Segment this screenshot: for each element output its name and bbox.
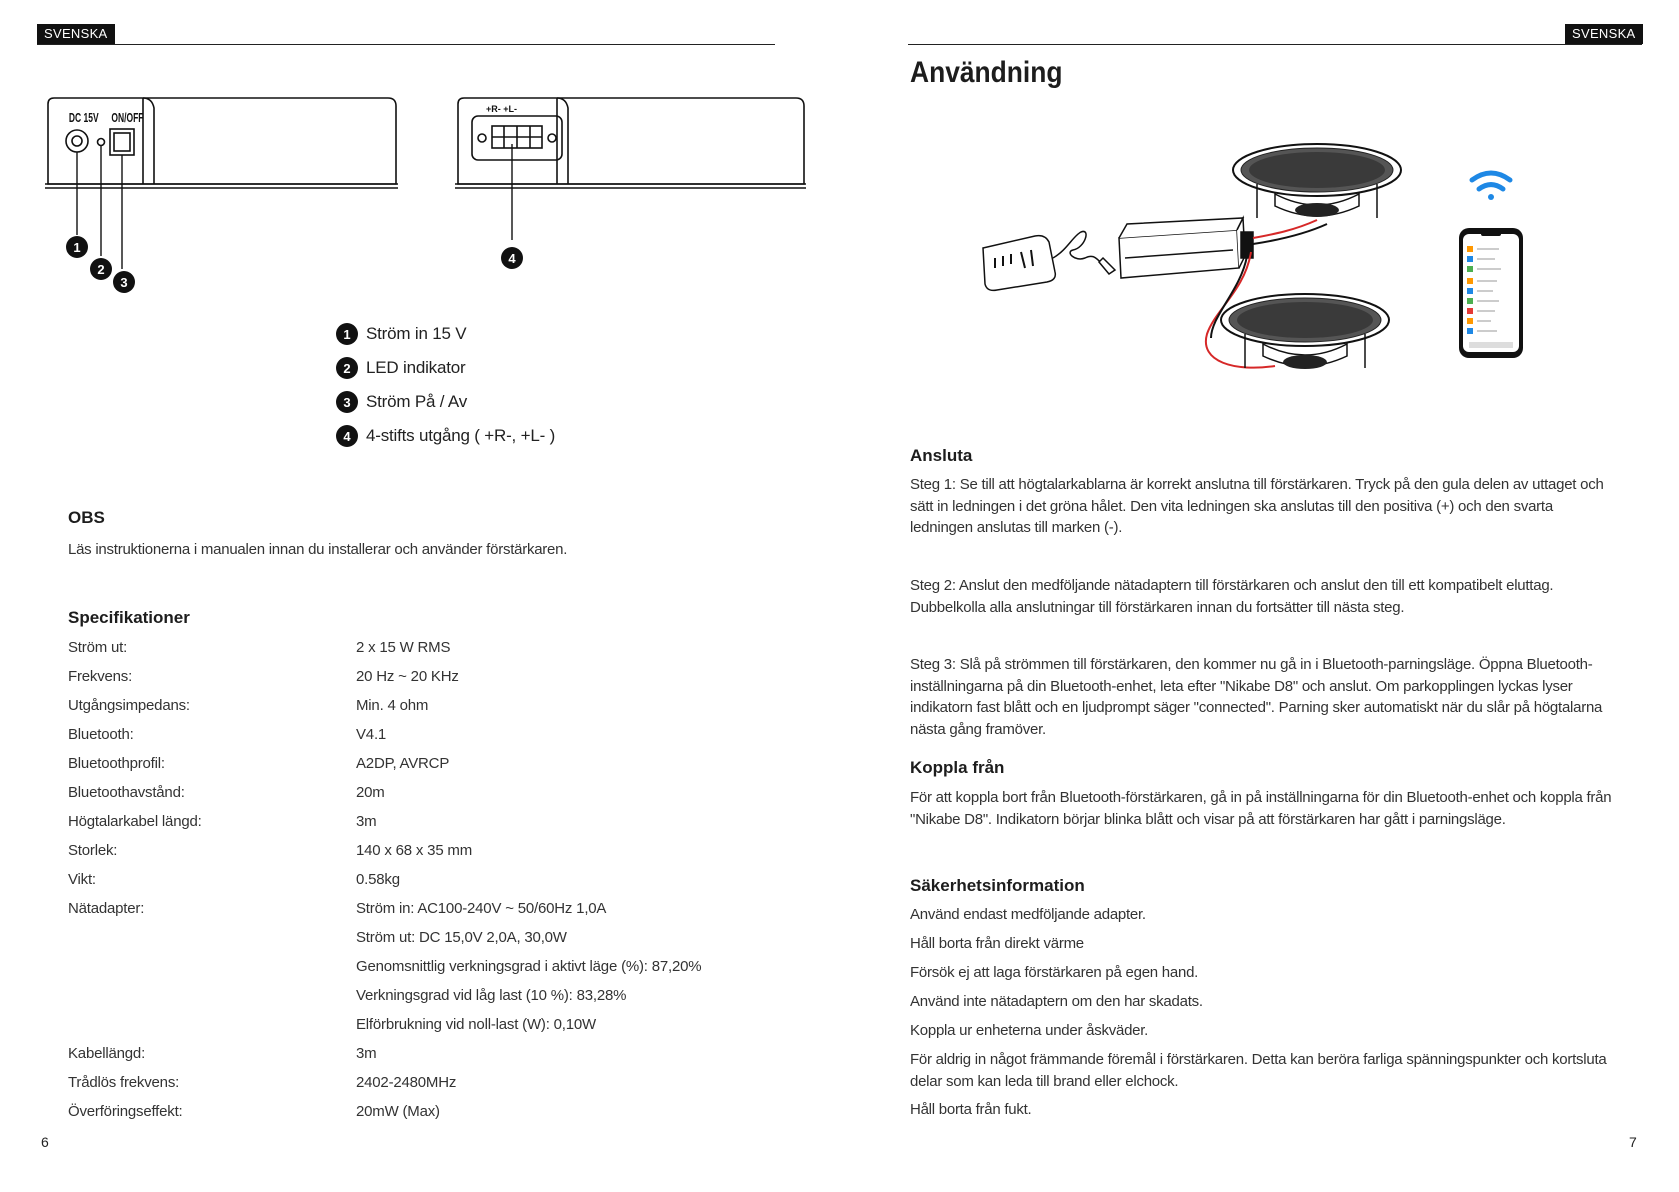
spec-label: Bluetoothprofil: bbox=[68, 755, 165, 772]
spec-value: Min. 4 ohm bbox=[356, 697, 429, 714]
obs-text: Läs instruktionerna i manualen innan du installerar och använder förstärkaren. bbox=[68, 541, 568, 558]
spec-row bbox=[68, 1039, 768, 1068]
spec-value: Ström in: AC100-240V ~ 50/60Hz 1,0A bbox=[356, 900, 607, 917]
koppla-fran-title: Koppla från bbox=[910, 758, 1005, 777]
spec-label: Bluetooth: bbox=[68, 726, 134, 743]
spec-value: 0.58kg bbox=[356, 871, 400, 888]
spec-row bbox=[68, 633, 768, 662]
spec-values bbox=[356, 836, 768, 865]
spec-label: Frekvens: bbox=[68, 668, 133, 685]
connection-diagram bbox=[975, 140, 1555, 418]
koppla-fran-text: För att koppla bort från Bluetooth-förstärkaren, gå in på inställningarna för din Bluetooth-enhet och koppla från "Nikabe D8". Indikatorn börjar blinka blått och visar på att förstärkaren har gått i parningsläge. bbox=[910, 789, 1612, 828]
spec-row bbox=[68, 807, 768, 836]
spec-value: Verkningsgrad vid låg last (10 %): 83,28% bbox=[356, 987, 627, 1004]
spec-label: Kabellängd: bbox=[68, 1045, 146, 1062]
legend-badge: 2 bbox=[336, 357, 358, 379]
spec-label: Högtalarkabel längd: bbox=[68, 813, 202, 830]
spec-row bbox=[68, 836, 768, 865]
speaker-top-illustration bbox=[1233, 144, 1401, 218]
amplifier-ports-diagram bbox=[40, 92, 820, 302]
svg-text:4: 4 bbox=[508, 251, 516, 266]
spec-label: Utgångsimpedans: bbox=[68, 697, 190, 714]
language-tab: SVENSKA bbox=[1565, 24, 1643, 44]
callout-3 bbox=[113, 271, 135, 293]
power-adapter-illustration bbox=[983, 231, 1115, 290]
safety-line: Använd endast medföljande adapter. bbox=[910, 906, 1146, 923]
legend-badge: 4 bbox=[336, 425, 358, 447]
spec-value: Elförbrukning vid noll-last (W): 0,10W bbox=[356, 1016, 596, 1033]
safety-line: För aldrig in något främmande föremål i förstärkaren. Detta kan beröra farliga spänningspunkter och kortsluta delar som kan leda till brand eller elchock. bbox=[910, 1051, 1607, 1090]
spec-values bbox=[356, 807, 768, 836]
spec-value: 20mW (Max) bbox=[356, 1103, 440, 1120]
spec-row bbox=[68, 778, 768, 807]
page-number: 7 bbox=[1629, 1134, 1637, 1150]
safety-line: Använd inte nätadaptern om den har skadats. bbox=[910, 993, 1203, 1010]
legend-badge: 3 bbox=[336, 391, 358, 413]
legend-item bbox=[336, 390, 467, 414]
callout-1 bbox=[66, 236, 88, 258]
spec-row bbox=[68, 865, 768, 894]
svg-text:2: 2 bbox=[97, 262, 105, 277]
spec-row bbox=[68, 720, 768, 749]
specs-title: Specifikationer bbox=[68, 608, 190, 627]
safety-line: Koppla ur enheterna under åskväder. bbox=[910, 1022, 1149, 1039]
spec-row bbox=[68, 662, 768, 691]
spec-value: Genomsnittlig verkningsgrad i aktivt läge (%): 87,20% bbox=[356, 958, 702, 975]
speaker-bottom-illustration bbox=[1221, 294, 1389, 369]
ansluta-step-2: Steg 2: Anslut den medföljande nätadaptern till förstärkaren och anslut den till ett kompatibelt eluttag. Dubbelkolla alla anslutningar till förstärkaren innan du fortsätter till nästa steg. bbox=[910, 577, 1554, 616]
spec-row bbox=[68, 1068, 768, 1097]
spec-values bbox=[356, 1068, 768, 1097]
spec-value: 3m bbox=[356, 1045, 377, 1062]
legend-text: Ström På / Av bbox=[366, 392, 468, 411]
spec-value: 140 x 68 x 35 mm bbox=[356, 842, 473, 859]
spec-values bbox=[356, 1097, 768, 1126]
ansluta-step-3: Steg 3: Slå på strömmen till förstärkaren, den kommer nu gå in i Bluetooth-parningsläge. Öppna Bluetooth-inställningarna på din Bluetooth-enhet, leta efter "Nikabe D8" och anslut. Om parkopplingen lyckas lyser indikatorn fast blått och en ljudprompt säger "connected". Parning sker automatiskt när du slår på högtalarna nästa gång framöver. bbox=[910, 656, 1603, 738]
svg-text:1: 1 bbox=[73, 240, 81, 255]
spec-value: 20m bbox=[356, 784, 385, 801]
legend-text: LED indikator bbox=[366, 358, 466, 377]
legend-item bbox=[336, 356, 465, 380]
svg-text:3: 3 bbox=[120, 275, 128, 290]
ansluta-step-1: Steg 1: Se till att högtalarkablarna är korrekt anslutna till förstärkaren. Tryck på den gula delen av uttaget och sätt in ledningen i det gröna hålet. Den vita ledningen ska anslutas till den positiva (+) och den svarta ledningen anslutas till marken (-). bbox=[910, 476, 1604, 536]
safety-title: Säkerhetsinformation bbox=[910, 876, 1085, 895]
spec-value: Ström ut: DC 15,0V 2,0A, 30,0W bbox=[356, 929, 567, 946]
safety-line: Håll borta från direkt värme bbox=[910, 935, 1084, 952]
spec-label: Vikt: bbox=[68, 871, 96, 888]
spec-label: Ström ut: bbox=[68, 639, 128, 656]
ansluta-title: Ansluta bbox=[910, 446, 973, 465]
obs-title: OBS bbox=[68, 508, 105, 527]
spec-row bbox=[68, 749, 768, 778]
spec-label: Nätadapter: bbox=[68, 900, 145, 917]
smartphone-illustration bbox=[1459, 228, 1523, 358]
safety-line: Försök ej att laga förstärkaren på egen hand. bbox=[910, 964, 1199, 981]
legend-text: Ström in 15 V bbox=[366, 324, 467, 343]
spec-label: Bluetoothavstånd: bbox=[68, 784, 185, 801]
spec-value: A2DP, AVRCP bbox=[356, 755, 450, 772]
amplifier-illustration bbox=[1119, 218, 1253, 278]
spec-row bbox=[68, 1097, 768, 1126]
spec-values bbox=[356, 778, 768, 807]
callout-2 bbox=[90, 258, 112, 280]
port-label-onoff: ON/OFF bbox=[111, 111, 144, 126]
port-label-dc: DC 15V bbox=[68, 111, 99, 126]
spec-values bbox=[356, 691, 768, 720]
spec-value: 20 Hz ~ 20 KHz bbox=[356, 668, 459, 685]
spec-values bbox=[356, 1039, 768, 1068]
wifi-icon bbox=[1472, 173, 1510, 200]
spec-row bbox=[68, 691, 768, 720]
spec-label: Överföringseffekt: bbox=[68, 1103, 183, 1120]
legend-item bbox=[336, 322, 466, 346]
legend-badge: 1 bbox=[336, 323, 358, 345]
callout-4 bbox=[501, 247, 523, 269]
spec-values bbox=[356, 720, 768, 749]
safety-line: Håll borta från fukt. bbox=[910, 1101, 1032, 1118]
legend-text: 4-stifts utgång ( +R-, +L- ) bbox=[366, 426, 556, 445]
spec-row bbox=[68, 894, 768, 1039]
spec-label: Storlek: bbox=[68, 842, 118, 859]
spec-value: 2402-2480MHz bbox=[356, 1074, 457, 1091]
spec-values bbox=[356, 865, 768, 894]
spec-values bbox=[356, 894, 768, 1039]
spec-value: 3m bbox=[356, 813, 377, 830]
spec-values bbox=[356, 749, 768, 778]
page-heading: Användning bbox=[910, 56, 1063, 89]
port-label-rl: +R- +L- bbox=[486, 104, 518, 114]
specs-table bbox=[68, 633, 768, 1126]
spec-value: V4.1 bbox=[356, 726, 387, 743]
language-tab: SVENSKA bbox=[37, 24, 115, 44]
spec-label: Trådlös frekvens: bbox=[68, 1074, 180, 1091]
spec-values bbox=[356, 633, 768, 662]
page-number: 6 bbox=[41, 1134, 49, 1150]
legend-item bbox=[336, 424, 555, 448]
spec-value: 2 x 15 W RMS bbox=[356, 639, 451, 656]
header-rule bbox=[908, 44, 1642, 45]
header-rule bbox=[37, 44, 775, 45]
spec-values bbox=[356, 662, 768, 691]
